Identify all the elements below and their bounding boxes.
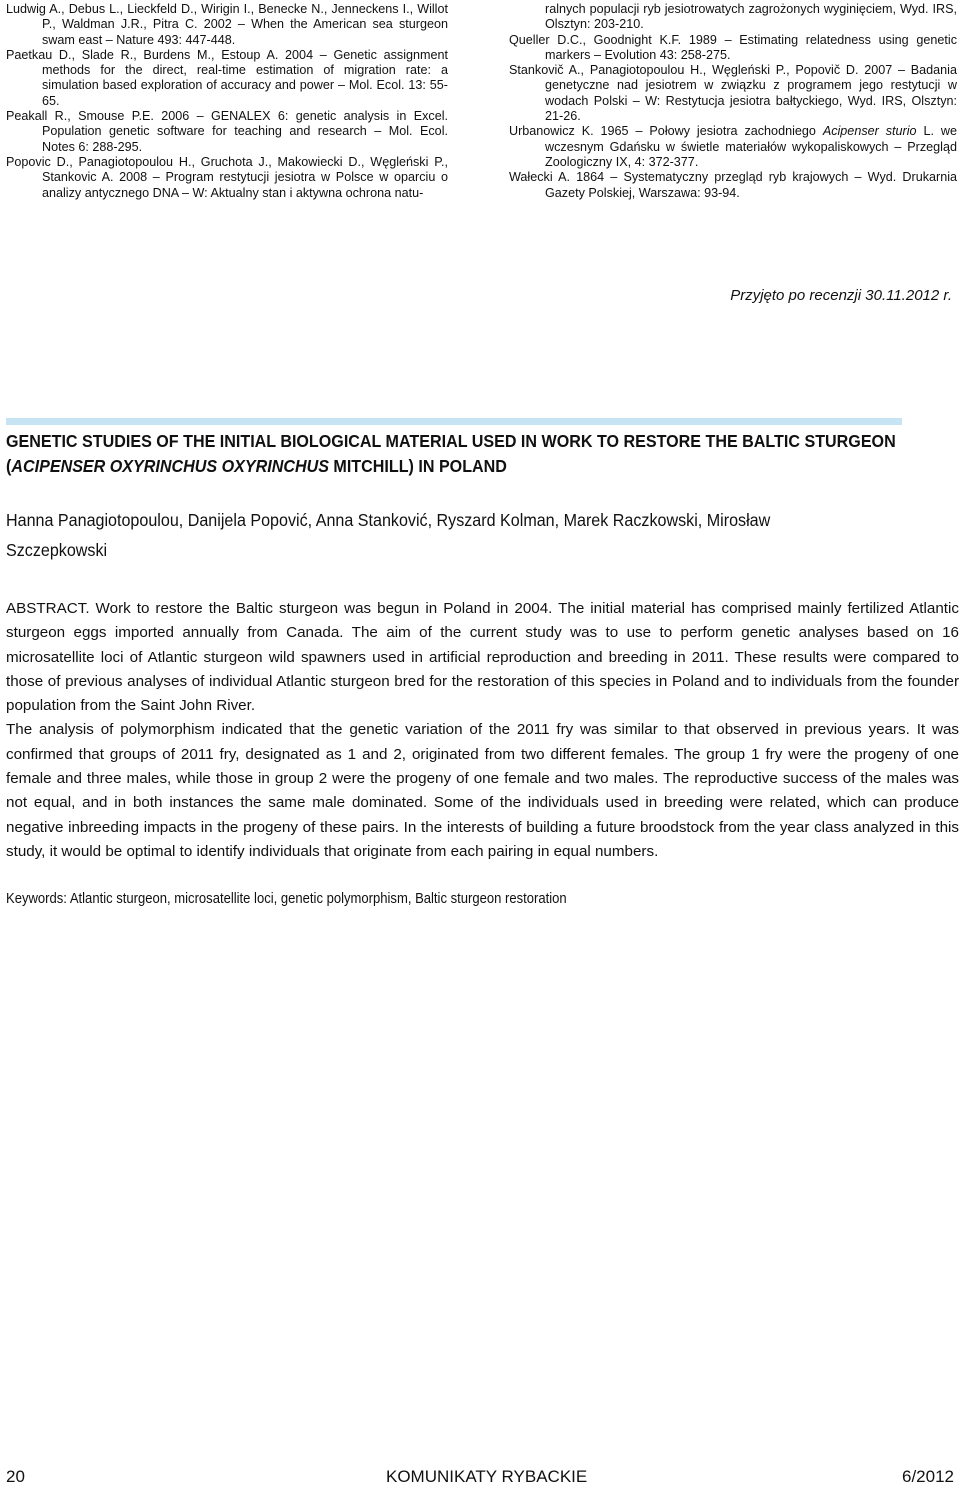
reference-text: Urbanowicz K. 1965 – Połowy jesiotra zachodniego: [509, 124, 823, 139]
references-column-left: [6, 2, 448, 201]
abstract-paragraph-1: ABSTRACT. Work to restore the Baltic sturgeon was begun in Poland in 2004. The initial material has comprised mainly fertilized Atlantic sturgeon eggs imported annually from Canada. The aim of the current study was to use to perform genetic analyses based on 16 microsatellite loci of Atlantic sturgeon wild spawners used in artificial reproduction and breeding in 2011. These results were compared to those of previous analyses of individual Atlantic sturgeon bred for the restoration of this species in Poland and to individuals from the founder population from the Saint John River.: [6, 600, 959, 715]
abstract-paragraph-2: The analysis of polymorphism indicated that the genetic variation of the 2011 fry was similar to that observed in previous years. It was confirmed that groups of 2011 fry, designated as 1 and 2, originated from two different females. The group 1 fry were the progeny of one female and three males, while those in group 2 were the progeny of one female and two males. The reproductive success of the males was not equal, and in both instances the same male dominated. Some of the individuals used in breeding were related, which can produce negative inbreeding impacts in the progeny of these pairs. In the interests of building a future broodstock from the year class analyzed in this study, it would be optimal to identify individuals that originate from each pairing in equal numbers.: [6, 721, 959, 860]
article-title-line-2-end: MITCHILL) IN POLAND: [328, 456, 507, 476]
reference-text: Wałecki A. 1864 – Systematyczny przegląd ryb krajowych – Wyd. Drukarnia Gazety Polskiej, Warszawa: 93-94.: [509, 170, 957, 200]
reference-entry: [509, 170, 957, 201]
reference-entry: [6, 109, 448, 155]
article-title-latin-name: ACIPENSER OXYRINCHUS OXYRINCHUS: [11, 456, 329, 476]
received-after-review-note: Przyjęto po recenzji 30.11.2012 r.: [730, 287, 952, 304]
article-title-open-paren: (: [6, 456, 12, 476]
reference-entry: [509, 124, 957, 170]
article-authors: Hanna Panagiotopoulou, Danijela Popović, Anna Stanković, Ryszard Kolman, Marek Raczkowski, Mirosław Szczepkowski: [6, 510, 771, 560]
reference-text: Paetkau D., Slade R., Burdens M., Estoup A. 2004 – Genetic assignment methods for the direct, real-time estimation of migration rate: a simulation based exploration of accuracy and power – Mol. Ecol. 13: 55-65.: [6, 47, 448, 108]
journal-issue: 6/2012: [902, 1467, 954, 1486]
references-column-right: [509, 2, 957, 201]
reference-entry: [509, 2, 957, 33]
reference-text: Popovic D., Panagiotopoulou H., Gruchota J., Makowiecki D., Węgleński P., Stankovic A. 2008 – Program restytucji jesiotra w Polsce w oparciu o analizy antycznego DNA – W: Aktualny stan i aktywna ochrona natu-: [6, 154, 448, 200]
reference-entry: [509, 33, 957, 64]
reference-italic-text: Acipenser sturio: [822, 124, 917, 139]
reference-text: Stankovič A., Panagiotopoulou H., Węgleński P., Popovič D. 2007 – Badania genetyczne nad jesiotrem w związku z programem jego restytucji w wodach Polski – W: Restytucja jesiotra bałtyckiego, Wyd. IRS, Olsztyn: 21-26.: [509, 63, 957, 124]
reference-text: Ludwig A., Debus L., Lieckfeld D., Wirigin I., Benecke N., Jenneckens I., Willot P., Waldman J.R., Pitra C. 2002 – When the American sea sturgeon swam east – Nature 493: 447-448.: [6, 2, 448, 47]
reference-entry: [6, 155, 448, 201]
reference-text: Peakall R., Smouse P.E. 2006 – GENALEX 6: genetic analysis in Excel. Population genetic software for teaching and research – Mol. Ecol. Notes 6: 288-295.: [6, 109, 448, 154]
journal-name: KOMUNIKATY RYBACKIE: [386, 1467, 588, 1486]
section-divider-rule: [6, 418, 902, 425]
page-footer: [6, 1467, 954, 1493]
page-number: 20: [6, 1467, 25, 1486]
reference-entry: [509, 63, 957, 124]
reference-entry: [6, 2, 448, 48]
reference-text: L. we wczesnym Gdańsku w świetle materiałów wykopaliskowych – Przegląd Zoologiczny IX, 4: 372-377.: [545, 124, 957, 169]
article-title-line-1: GENETIC STUDIES OF THE INITIAL BIOLOGICAL MATERIAL USED IN WORK TO RESTORE THE BALTIC STURGEON: [6, 431, 896, 451]
reference-text: Queller D.C., Goodnight K.F. 1989 – Estimating relatedness using genetic markers – Evolution 43: 258-275.: [509, 32, 957, 62]
keywords: Keywords: Atlantic sturgeon, microsatellite loci, genetic polymorphism, Baltic sturgeon restoration: [6, 891, 567, 907]
abstract: [6, 597, 959, 864]
article-title: [6, 429, 896, 479]
reference-text: ralnych populacji ryb jesiotrowatych zagrożonych wyginięciem, Wyd. IRS, Olsztyn: 203-210.: [545, 2, 957, 32]
reference-entry: [6, 48, 448, 109]
